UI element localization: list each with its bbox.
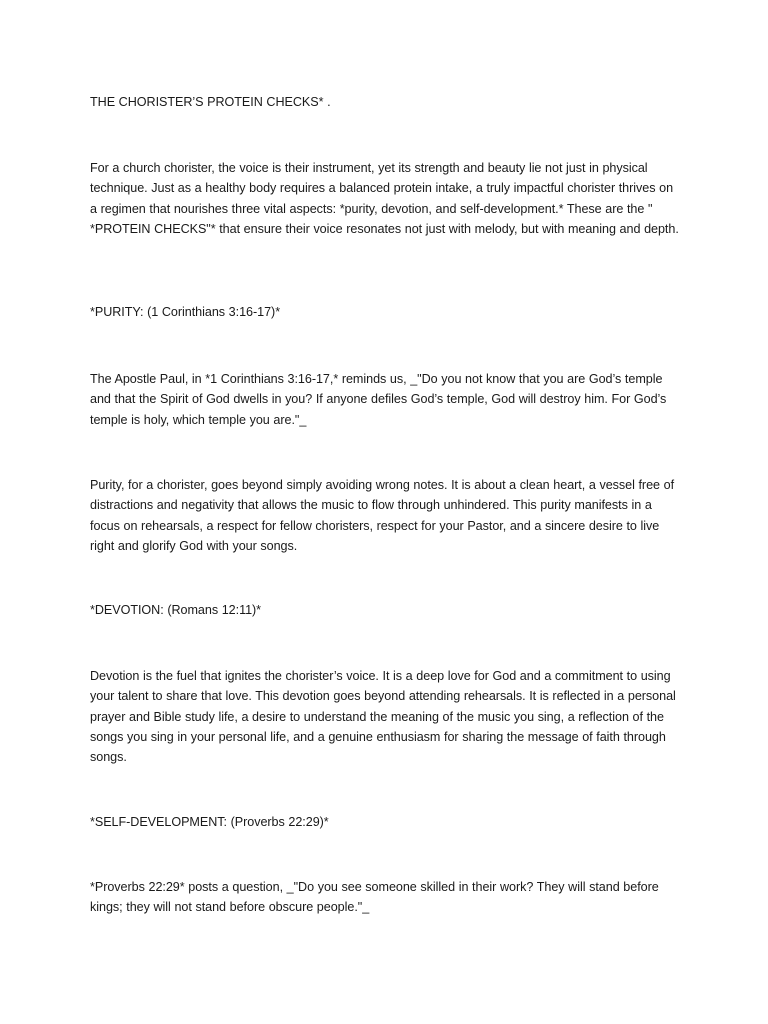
devotion-body-paragraph: Devotion is the fuel that ignites the chorister’s voice. It is a deep love for God and a commitment to using your talent to share that love. This devotion goes beyond attending rehearsals. It is reflected in a personal prayer and Bible study life, a desire to understand the meaning of the music you sing, a reflection of the songs you sing in your personal life, and a genuine enthusiasm for sharing the message of faith through songs. — [90, 669, 676, 765]
devotion-heading: *DEVOTION: (Romans 12:11)* — [90, 603, 262, 617]
purity-body-paragraph: Purity, for a chorister, goes beyond simply avoiding wrong notes. It is about a clean heart, a vessel free of distractions and negativity that allows the music to flow through unhindered. This purity manifests in a focus on rehearsals, a respect for fellow choristers, respect for your Pastor, and a sincere desire to live right and glorify God with your songs. — [90, 478, 675, 553]
purity-quote-paragraph: The Apostle Paul, in *1 Corinthians 3:16-17,* reminds us, _"Do you not know that you are God’s temple and that the Spirit of God dwells in you? If anyone defiles God’s temple, God will destroy him. For God’s temple is holy, which temple you are."_ — [90, 372, 667, 427]
document-title: THE CHORISTER’S PROTEIN CHECKS* . — [90, 95, 331, 109]
self-development-quote-paragraph: *Proverbs 22:29* posts a question, _"Do you see someone skilled in their work? They will stand before kings; they will not stand before obscure people."_ — [90, 880, 659, 915]
purity-heading: *PURITY: (1 Corinthians 3:16-17)* — [90, 305, 281, 319]
self-development-heading: *SELF-DEVELOPMENT: (Proverbs 22:29)* — [90, 815, 329, 829]
intro-paragraph: For a church chorister, the voice is their instrument, yet its strength and beauty lie not just in physical technique. Just as a healthy body requires a balanced protein intake, a truly impactful chorister thrives on a regimen that nourishes three vital aspects: *purity, devotion, and self-development.* These are the " *PROTEIN CHECKS"* that ensure their voice resonates not just with melody, but with meaning and depth. — [90, 161, 679, 236]
